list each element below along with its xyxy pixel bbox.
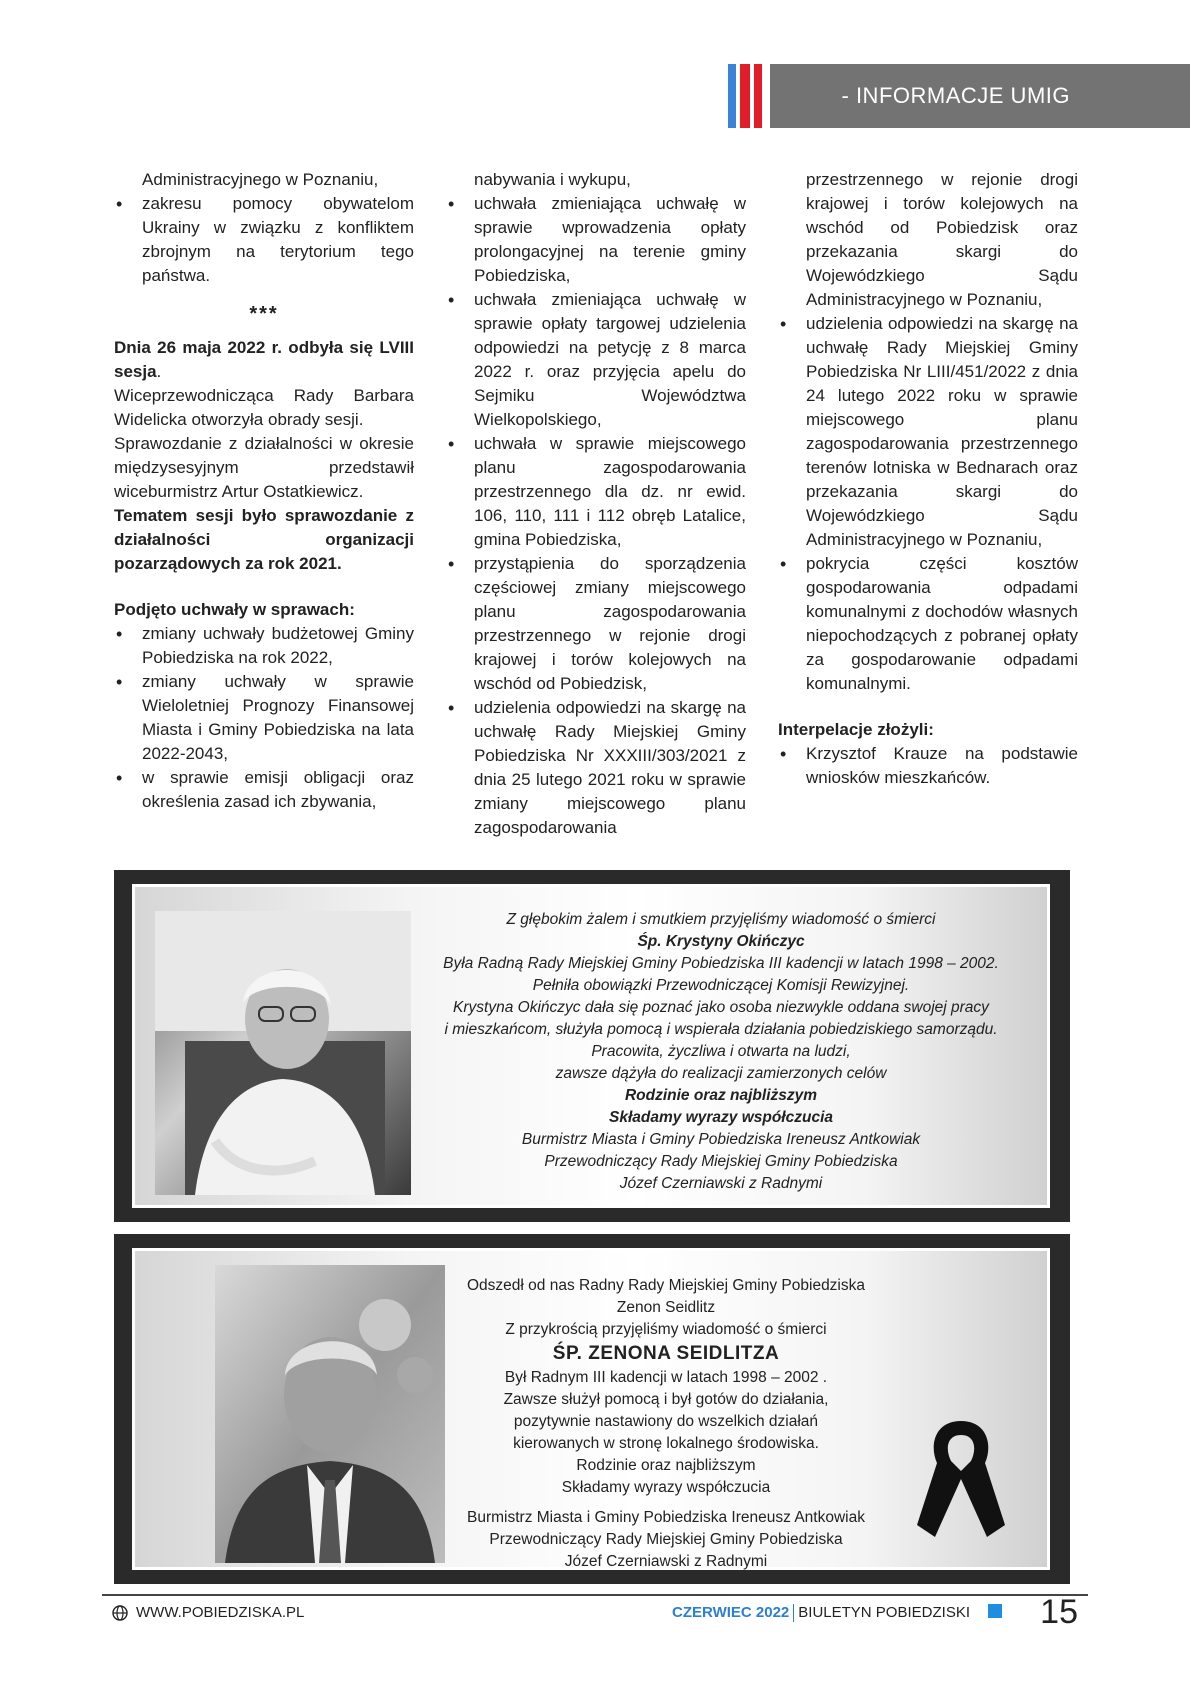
continued-text: Administracyjnego w Poznaniu,	[142, 170, 379, 189]
list-item: • uchwała w sprawie miejscowego planu zagospodarowania przestrzennego dla dz. nr ewid. 106, 110, 111 i 112 obręb Latalice, gmina Pobiedziska,	[446, 432, 746, 552]
obituary-line: Odszedł od nas Radny Rady Miejskiej Gminy Pobiedziska	[466, 1277, 865, 1294]
obituary-line: Pełniła obowiązki Przewodniczącej Komisji Rewizyjnej.	[532, 977, 910, 994]
list-item: • uchwała zmieniająca uchwałę w sprawie wprowadzenia opłaty prolongacyjnej na terenie gminy Pobiedziska,	[446, 192, 746, 288]
list-item: • zmiany uchwały budżetowej Gminy Pobiedziska na rok 2022,	[114, 622, 414, 670]
spacer	[435, 1499, 897, 1507]
issue-month: CZERWIEC 2022	[672, 1604, 790, 1621]
obituary-box-okinczyc	[114, 870, 1070, 1222]
obituary-line: pozytywnie nastawiony do wszelkich działań	[513, 1413, 819, 1430]
obituary-line: Z przykrością przyjęliśmy wiadomość o śmierci	[505, 1321, 827, 1338]
signature-line: Przewodniczący Rady Miejskiej Gminy Pobiedziska	[489, 1531, 843, 1548]
interpellations-list	[778, 742, 1078, 790]
obituary-text-okinczyc	[405, 909, 1037, 1195]
list-item: • zakresu pomocy obywatelom Ukrainy w związku z konfliktem zbrojnym na terytorium tego państwa.	[114, 192, 414, 288]
signature-line: Józef Czerniawski z Radnymi	[564, 1553, 768, 1570]
obituary-inner-frame	[132, 1248, 1050, 1570]
list-item: • Krzysztof Krauze na podstawie wniosków mieszkańców.	[778, 742, 1078, 790]
footer-square-marker	[988, 1604, 1002, 1618]
column-1	[114, 168, 414, 814]
list-item: • pokrycia części kosztów gospodarowania odpadami komunalnymi z dochodów własnych niepochodzących z pobranej opłaty za gospodarowanie odpadami komunalnymi.	[778, 552, 1078, 696]
obituary-text-seidlitz	[435, 1275, 897, 1573]
list-item: • uchwała zmieniająca uchwałę w sprawie opłaty targowej udzielenia odpowiedzi na petycję z 8 marca 2022 r. oraz przyjęcia apelu do Sejmiku Województwa Wielkopolskiego,	[446, 288, 746, 432]
portrait-photo-man	[215, 1265, 445, 1563]
obituary-line: Zenon Seidlitz	[616, 1299, 716, 1316]
list-item: • przystąpienia do sporządzenia częściowej zmiany miejscowego planu zagospodarowania przestrzennego w rejonie drogi krajowej i torów kolejowych na wschód od Pobiedzisk,	[446, 552, 746, 696]
spacer	[778, 696, 1078, 718]
flag-stripe-blue	[728, 64, 736, 128]
continued-text: przestrzennego w rejonie drogi krajowej i torów kolejowych na wschód od Pobiedzisk oraz przekazania skargi do Wojewódzkiego Sądu Administracyjnego w Poznaniu,	[806, 170, 1078, 309]
bullet-list	[114, 192, 414, 288]
signature-line: Józef Czerniawski z Radnymi	[619, 1175, 823, 1192]
signature-line: Przewodniczący Rady Miejskiej Gminy Pobiedziska	[544, 1153, 898, 1170]
page-number: 15	[1040, 1593, 1078, 1631]
list-item: • udzielenia odpowiedzi na skargę na uchwałę Rady Miejskiej Gminy Pobiedziska Nr LIII/451/2022 z dnia 24 lutego 2022 roku w sprawie miejscowego planu zagospodarowania przestrzennego terenów lotniska w Bednarach oraz przekazania skargi do Wojewódzkiego Sądu Administracyjnego w Poznaniu,	[778, 312, 1078, 552]
session-heading	[114, 336, 414, 384]
footer-website[interactable]	[112, 1598, 304, 1628]
mourning-ribbon-icon	[913, 1415, 1009, 1545]
session-heading-dot: .	[156, 362, 162, 381]
column-2	[446, 168, 746, 840]
obituary-line: i mieszkańcom, służyła pomocą i wspierała działania pobiedziskiego samorządu.	[444, 1021, 998, 1038]
paragraph-bold: Tematem sesji było sprawozdanie z działalności organizacji pozarządowych za rok 2021.	[114, 506, 414, 573]
portrait-photo-woman	[155, 911, 411, 1195]
portrait-man-icon	[215, 1265, 445, 1563]
list-item: • zmiany uchwały w sprawie Wieloletniej Prognozy Finansowej Miasta i Gminy Pobiedziska na lata 2022-2043,	[114, 670, 414, 766]
list-item: • w sprawie emisji obligacji oraz określenia zasad ich zbywania,	[114, 766, 414, 814]
section-separator: ***	[249, 303, 279, 325]
paragraph: Sprawozdanie z działalności w okresie międzysesyjnym przedstawił wiceburmistrz Artur Ostatkiewicz.	[114, 434, 414, 501]
signature-line: Burmistrz Miasta i Gminy Pobiedziska Ireneusz Antkowiak	[521, 1131, 921, 1148]
obituary-line: kierowanych w stronę lokalnego środowiska.	[513, 1435, 819, 1452]
condolence-line: Składamy wyrazy współczucia	[609, 1109, 833, 1126]
flag-stripe-red	[740, 64, 750, 128]
publication-name: BIULETYN POBIEDZISKI	[798, 1604, 970, 1621]
session-heading-bold: Dnia 26 maja 2022 r. odbyła się LVIII sesja	[114, 338, 414, 381]
obituary-line: Był Radnym III kadencji w latach 1998 – 2002 .	[504, 1369, 828, 1386]
obituary-line: Krystyna Okińczyc dała się poznać jako osoba niezwykle oddana swojej pracy	[453, 999, 989, 1016]
resolutions-heading: Podjęto uchwały w sprawach:	[114, 600, 355, 619]
resolutions-list	[114, 622, 414, 814]
condolence-line: Składamy wyrazy współczucia	[561, 1479, 771, 1496]
obituary-line: Była Radną Rady Miejskiej Gminy Pobiedziska III kadencji w latach 1998 – 2002.	[443, 955, 999, 972]
obituary-line: Zawsze służył pomocą i był gotów do działania,	[503, 1391, 829, 1408]
obituary-line: Pracowita, życzliwa i otwarta na ludzi,	[591, 1043, 851, 1060]
resolutions-list	[446, 192, 746, 840]
obituary-box-seidlitz	[114, 1234, 1070, 1584]
portrait-woman-icon	[155, 911, 411, 1195]
globe-icon	[112, 1605, 128, 1621]
obituary-inner-frame	[132, 884, 1050, 1208]
website-url: WWW.POBIEDZISKA.PL	[136, 1604, 305, 1621]
obituary-line: Z głębokim żalem i smutkiem przyjęliśmy wiadomość o śmierci	[506, 911, 936, 928]
obituary-line: zawsze dążyła do realizacji zamierzonych celów	[555, 1065, 887, 1082]
footer-separator	[793, 1604, 794, 1622]
interpellations-heading: Interpelacje złożyli:	[778, 720, 934, 739]
condolence-line: Rodzinie oraz najbliższym	[624, 1087, 818, 1104]
deceased-name: ŚP. ZENONA SEIDLITZA	[552, 1343, 780, 1364]
list-item: • udzielenia odpowiedzi na skargę na uchwałę Rady Miejskiej Gminy Pobiedziska Nr XXXIII/303/2021 z dnia 25 lutego 2021 roku w sprawie zmiany miejscowego planu zagospodarowania	[446, 696, 746, 840]
spacer	[114, 576, 414, 598]
continued-text: nabywania i wykupu,	[474, 170, 631, 189]
column-3	[778, 168, 1078, 790]
condolence-line: Rodzinie oraz najbliższym	[576, 1457, 756, 1474]
flag-stripe-red	[754, 64, 762, 128]
resolutions-list	[778, 312, 1078, 696]
paragraph: Wiceprzewodnicząca Rady Barbara Widelicka otworzyła obrady sesji.	[114, 386, 414, 429]
section-header: - INFORMACJE UMIG	[770, 64, 1190, 128]
footer-publication	[672, 1598, 970, 1628]
footer-rule	[102, 1594, 1088, 1596]
deceased-name: Śp. Krystyny Okińczyc	[637, 933, 805, 950]
signature-line: Burmistrz Miasta i Gminy Pobiedziska Ireneusz Antkowiak	[467, 1509, 865, 1526]
